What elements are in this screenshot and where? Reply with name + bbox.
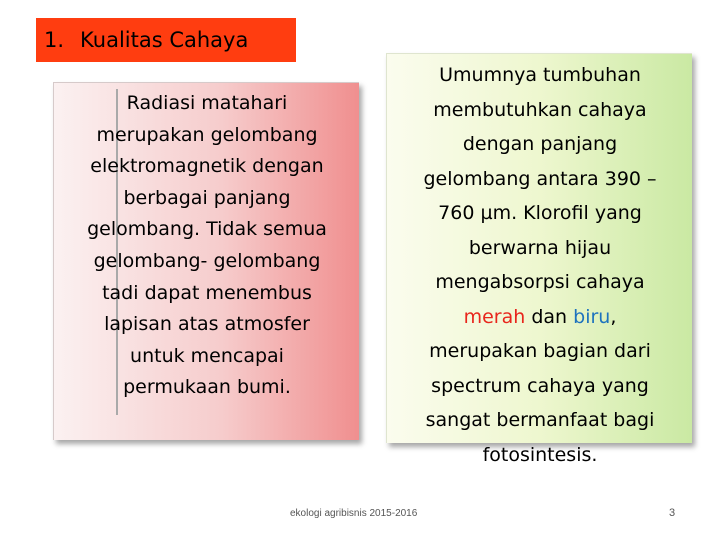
footer-text: ekologi agribisnis 2015-2016	[290, 508, 418, 519]
right-line-colored	[387, 300, 693, 335]
left-line: permukaan bumi.	[123, 376, 291, 399]
connector-word: dan	[525, 305, 574, 328]
left-line: tadi dapat menembus	[102, 281, 312, 304]
right-line: mengabsorpsi cahaya	[435, 271, 645, 293]
left-line: berbagai panjang	[123, 186, 291, 209]
right-line: 760 µm. Klorofil yang	[438, 202, 642, 224]
page-number: 3	[669, 507, 676, 519]
right-line: Umumnya tumbuhan	[439, 64, 641, 86]
left-line: Radiasi matahari	[126, 92, 288, 114]
trailing-comma: ,	[610, 305, 617, 328]
left-line: gelombang- gelombang	[93, 249, 321, 272]
title-label: Kualitas Cahaya	[80, 28, 249, 52]
right-line: membutuhkan cahaya	[433, 98, 647, 121]
right-text-box	[386, 53, 692, 466]
left-text-box	[53, 82, 359, 440]
slide-title	[36, 18, 296, 62]
right-line: berwarna hijau	[468, 236, 612, 259]
right-line: sangat bermanfaat bagi	[425, 409, 655, 431]
right-box-text	[387, 58, 693, 472]
red-word: merah	[463, 305, 526, 328]
right-line: gelombang antara 390 –	[423, 167, 657, 190]
right-line: spectrum cahaya yang	[431, 374, 649, 397]
left-line: untuk mencapai	[130, 344, 284, 367]
left-line: lapisan atas atmosfer	[104, 313, 310, 336]
blue-word: biru	[573, 305, 611, 328]
left-line: merupakan gelombang	[96, 123, 318, 146]
left-line: elektromagnetik dengan	[90, 155, 324, 178]
right-line: fotosintesis.	[482, 443, 598, 466]
left-box-text	[54, 88, 360, 404]
title-number: 1.	[44, 28, 65, 52]
right-line: dengan panjang	[462, 133, 618, 155]
left-line: gelombang. Tidak semua	[87, 218, 327, 241]
right-line: merupakan bagian dari	[429, 340, 651, 362]
